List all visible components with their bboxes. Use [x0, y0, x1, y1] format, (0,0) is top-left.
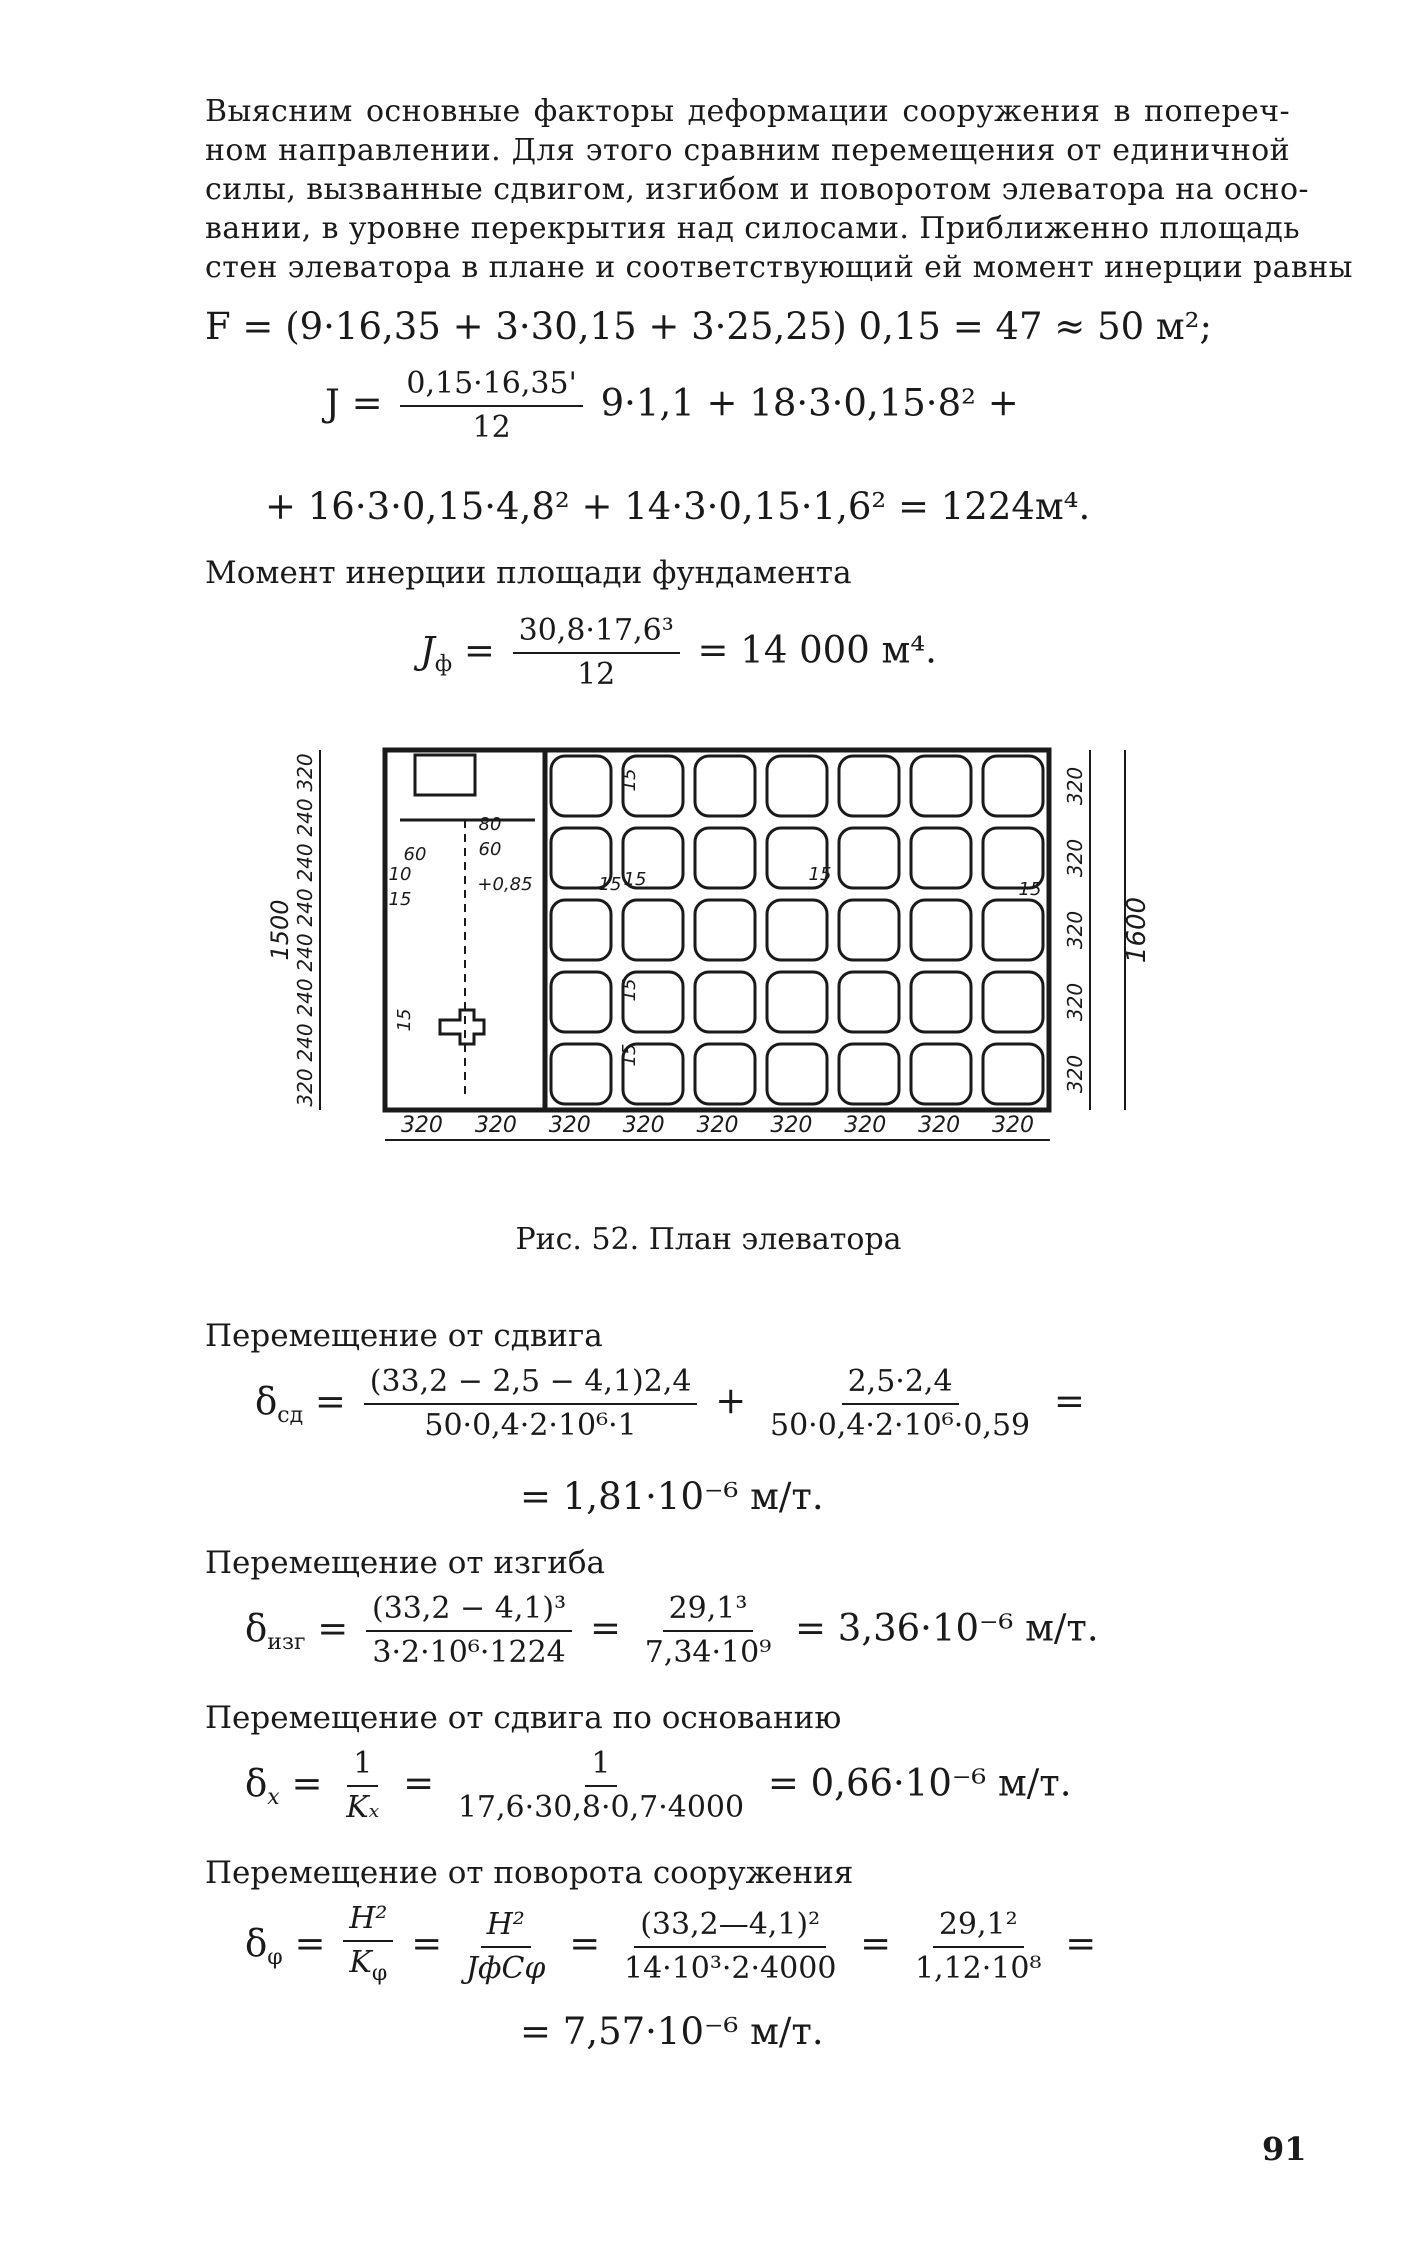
- foundation-fraction: [513, 612, 680, 694]
- bending-fraction-1: [366, 1590, 572, 1672]
- rotation-fraction-3: [618, 1906, 842, 1988]
- shear-denominator-1: 50·0,4·2·10⁶·1: [424, 1408, 637, 1443]
- rotation-numerator-1: H²: [343, 1900, 393, 1942]
- page-number: 91: [1262, 2130, 1307, 2168]
- silo-cell: [911, 756, 971, 816]
- foundation-label: Момент инерции площади фундамента: [205, 555, 852, 591]
- bending-denominator-1: 3·2·10⁶·1224: [372, 1635, 566, 1670]
- bottom-dimension-label: 320: [400, 1113, 443, 1138]
- silo-cell: [983, 972, 1043, 1032]
- rotation-lhs: $\delta_\varphi$ =: [245, 1922, 326, 1970]
- bottom-dimension-label: 320: [918, 1113, 961, 1138]
- equation-area: [205, 305, 1212, 348]
- bottom-dimension-label: 320: [474, 1113, 517, 1138]
- equals-sign: =: [411, 1922, 443, 1965]
- rotation-denominator-1-sub: φ: [371, 1961, 388, 1986]
- bending-numerator-2: 29,1³: [663, 1590, 754, 1632]
- rotation-denominator-4: 1,12·10⁸: [914, 1950, 1042, 1986]
- rotation-lhs-symbol: δ: [245, 1922, 268, 1965]
- right-dimension-label: 320: [1063, 766, 1087, 806]
- right-dimension-label: 320: [1063, 1054, 1087, 1094]
- equals-sign: =: [569, 1922, 601, 1965]
- rotation-denominator-1-symbol: K: [349, 1945, 372, 1980]
- shear-denominator-2: 50·0,4·2·10⁶·0,59: [770, 1408, 1031, 1443]
- shear-numerator-1: (33,2 − 2,5 − 4,1)2,4: [364, 1363, 698, 1405]
- bending-lhs-symbol: δ: [245, 1606, 268, 1650]
- plan-annotation: 15: [619, 768, 640, 792]
- bending-lhs-sub: изг: [267, 1629, 306, 1655]
- rotation-numerator-3: (33,2—4,1)²: [634, 1906, 826, 1948]
- shear-fraction-1: [364, 1363, 698, 1445]
- shear-lhs-sub: сд: [277, 1402, 304, 1428]
- bending-numerator-1: (33,2 − 4,1)³: [366, 1590, 572, 1632]
- equals-sign: =: [860, 1922, 892, 1965]
- base-shear-fraction-2: [452, 1745, 750, 1827]
- equation-bending: [245, 1590, 1099, 1672]
- right-dimension-label: 320: [1063, 838, 1087, 878]
- foundation-lhs: $J_ф$ =: [420, 628, 495, 677]
- base-shear-numerator-2: 1: [585, 1745, 616, 1787]
- right-dimension-label: 320: [1063, 982, 1087, 1022]
- silo-cell: [839, 1044, 899, 1104]
- equation-foundation: [420, 612, 937, 694]
- equation-shear: [255, 1363, 1085, 1445]
- bottom-dimension-label: 320: [844, 1113, 887, 1138]
- plan-annotation: 15: [1018, 879, 1042, 900]
- base-shear-denominator-2: 17,6·30,8·0,7·4000: [457, 1790, 745, 1825]
- bending-lhs: $\delta_{изг}$ =: [245, 1606, 349, 1655]
- equation-area-text: F = (9·16,35 + 3·30,15 + 3·25,25) 0,15 = 47 ≈ 50 м²;: [205, 305, 1212, 348]
- inertia-fraction: [400, 365, 582, 447]
- silo-cell: [983, 1044, 1043, 1104]
- rotation-numerator-4: 29,1²: [933, 1906, 1024, 1948]
- plan-annotation: +0,85: [477, 874, 533, 895]
- intro-line: стен элеватора в плане и соответствующий ей момент инерции равны: [205, 250, 1353, 285]
- silo-cell: [911, 900, 971, 960]
- bending-result: = 3,36·10⁻⁶ м/т.: [795, 1606, 1099, 1650]
- intro-line: Выясним основные факторы деформации сооружения в попереч-: [205, 94, 1290, 129]
- equation-base-shear: [245, 1745, 1071, 1827]
- plan-annotation: 15: [394, 1008, 415, 1032]
- foundation-lhs-symbol: J: [420, 628, 435, 672]
- silo-cell: [911, 828, 971, 888]
- bottom-dimension-label: 320: [770, 1113, 813, 1138]
- silo-cell: [839, 972, 899, 1032]
- plan-annotation: 15: [623, 869, 647, 890]
- silo-cell: [695, 828, 755, 888]
- silo-cell: [839, 900, 899, 960]
- base-shear-lhs-symbol: δ: [245, 1761, 268, 1805]
- silo-cell: [839, 756, 899, 816]
- silo-cell: [623, 900, 683, 960]
- rotation-denominator-3: 14·10³·2·4000: [623, 1950, 837, 1986]
- plus-sign: +: [715, 1379, 747, 1423]
- dimension-labels: [266, 753, 1152, 1138]
- left-total-label: 1500: [266, 899, 294, 961]
- plan-annotation: 80: [478, 814, 502, 835]
- room-block: [415, 755, 475, 795]
- silo-cell: [695, 972, 755, 1032]
- silo-cell: [767, 1044, 827, 1104]
- rotation-lhs-sub: φ: [267, 1945, 283, 1970]
- left-dimension-label: 240: [293, 798, 317, 837]
- intro-line: силы, вызванные сдвигом, изгибом и поворотом элеватора на осно-: [205, 172, 1309, 207]
- rotation-label: Перемещение от поворота сооружения: [205, 1855, 854, 1891]
- bending-fraction-2: [639, 1590, 778, 1672]
- base-shear-result: = 0,66·10⁻⁶ м/т.: [767, 1761, 1072, 1805]
- equation-rotation: [245, 1900, 1096, 1993]
- column-symbol: [440, 1010, 484, 1044]
- left-dimension-label: 240: [293, 978, 317, 1017]
- shear-lhs: $\delta_{сд}$ =: [255, 1379, 346, 1428]
- silo-cell: [695, 900, 755, 960]
- equals-sign: =: [1053, 1379, 1085, 1423]
- stair-section-outline: [385, 750, 545, 1110]
- shear-fraction-2: [764, 1363, 1036, 1445]
- rotation-denominator-1: [343, 1942, 393, 1993]
- right-dimension-label: 320: [1063, 910, 1087, 950]
- foundation-numerator: 30,8·17,6³: [513, 612, 680, 654]
- foundation-denominator: 12: [577, 657, 616, 692]
- base-shear-denominator-1: Kₓ: [346, 1790, 380, 1825]
- rotation-fraction-1: [343, 1900, 393, 1993]
- bottom-dimension-label: 320: [548, 1113, 591, 1138]
- silo-cell: [695, 1044, 755, 1104]
- silo-cell: [983, 756, 1043, 816]
- silo-cell: [767, 756, 827, 816]
- equals-sign: =: [589, 1606, 621, 1650]
- silo-cell: [911, 1044, 971, 1104]
- plan-annotation: 15: [808, 864, 832, 885]
- bending-label: Перемещение от изгиба: [205, 1545, 606, 1581]
- left-dimension-label: 240: [293, 933, 317, 972]
- right-total-label: 1600: [1122, 896, 1152, 964]
- base-shear-lhs-sub: x: [267, 1784, 280, 1810]
- silo-cell: [695, 756, 755, 816]
- plan-annotation: 60: [478, 839, 502, 860]
- base-shear-lhs: $\delta_x$ =: [245, 1761, 323, 1810]
- figure-caption: Рис. 52. План элеватора: [515, 1222, 902, 1257]
- silo-cell: [551, 900, 611, 960]
- bending-denominator-2: 7,34·10⁹: [644, 1635, 772, 1670]
- plan-annotation: 15: [598, 874, 622, 895]
- shear-lhs-symbol: δ: [255, 1379, 278, 1423]
- inertia-lhs: J =: [325, 381, 383, 425]
- plan-annotation: 10: [388, 864, 412, 885]
- silo-cell: [983, 900, 1043, 960]
- plan-annotation: 15: [619, 978, 640, 1002]
- silo-cell: [551, 972, 611, 1032]
- silo-cell: [551, 756, 611, 816]
- shear-result: = 1,81·10⁻⁶ м/т.: [520, 1475, 824, 1518]
- equation-inertia-line2: [265, 485, 1090, 528]
- silo-cell: [767, 900, 827, 960]
- base-shear-fraction-1: [340, 1745, 385, 1827]
- left-dimension-label: 320: [293, 1068, 317, 1107]
- silo-cell: [767, 972, 827, 1032]
- bottom-dimension-label: 320: [696, 1113, 739, 1138]
- inertia-line2: + 16·3·0,15·4,8² + 14·3·0,15·1,6² = 1224м⁴.: [265, 485, 1091, 528]
- equation-inertia: [325, 365, 1019, 447]
- bottom-dimension-label: 320: [992, 1113, 1035, 1138]
- plan-annotation: 15: [388, 889, 412, 910]
- bottom-dimension-label: 320: [622, 1113, 665, 1138]
- inertia-denominator: 12: [472, 410, 511, 445]
- silo-cell: [911, 972, 971, 1032]
- left-dimension-label: 320: [293, 753, 317, 792]
- base-shear-numerator-1: 1: [347, 1745, 378, 1787]
- plan-annotation: 15: [619, 1043, 640, 1067]
- rotation-fraction-2: [460, 1906, 551, 1988]
- equals-sign: =: [403, 1761, 435, 1805]
- stair-section: [385, 750, 545, 1110]
- intro-paragraph: [205, 92, 1353, 287]
- base-shear-label: Перемещение от сдвига по основанию: [205, 1700, 842, 1736]
- left-dimension-label: 240: [293, 1023, 317, 1062]
- rotation-fraction-4: [909, 1906, 1048, 1988]
- silo-cell: [551, 1044, 611, 1104]
- left-dimension-label: 240: [293, 843, 317, 882]
- plan-annotation: 60: [403, 844, 427, 865]
- rotation-result: = 7,57·10⁻⁶ м/т.: [520, 2010, 824, 2053]
- inertia-rest: 9·1,1 + 18·3·0,15·8² +: [600, 381, 1019, 425]
- equals-sign: =: [1065, 1922, 1097, 1965]
- rotation-denominator-2: JфCφ: [465, 1950, 546, 1986]
- rotation-numerator-2: H²: [481, 1906, 531, 1948]
- inertia-numerator: 0,15·16,35': [400, 365, 582, 407]
- left-dimension-label: 240: [293, 888, 317, 927]
- elevator-plan-figure: [266, 720, 1170, 1200]
- dimension-lines: [320, 750, 1125, 1140]
- shear-label: Перемещение от сдвига: [205, 1318, 603, 1354]
- silo-cell: [839, 828, 899, 888]
- shear-numerator-2: 2,5·2,4: [842, 1363, 959, 1405]
- intro-line: вании, в уровне перекрытия над силосами. Приближенно площадь: [205, 211, 1300, 246]
- foundation-result: = 14 000 м⁴.: [697, 628, 937, 672]
- foundation-lhs-sub: ф: [434, 651, 453, 677]
- intro-line: ном направлении. Для этого сравним перемещения от единичной: [205, 133, 1290, 168]
